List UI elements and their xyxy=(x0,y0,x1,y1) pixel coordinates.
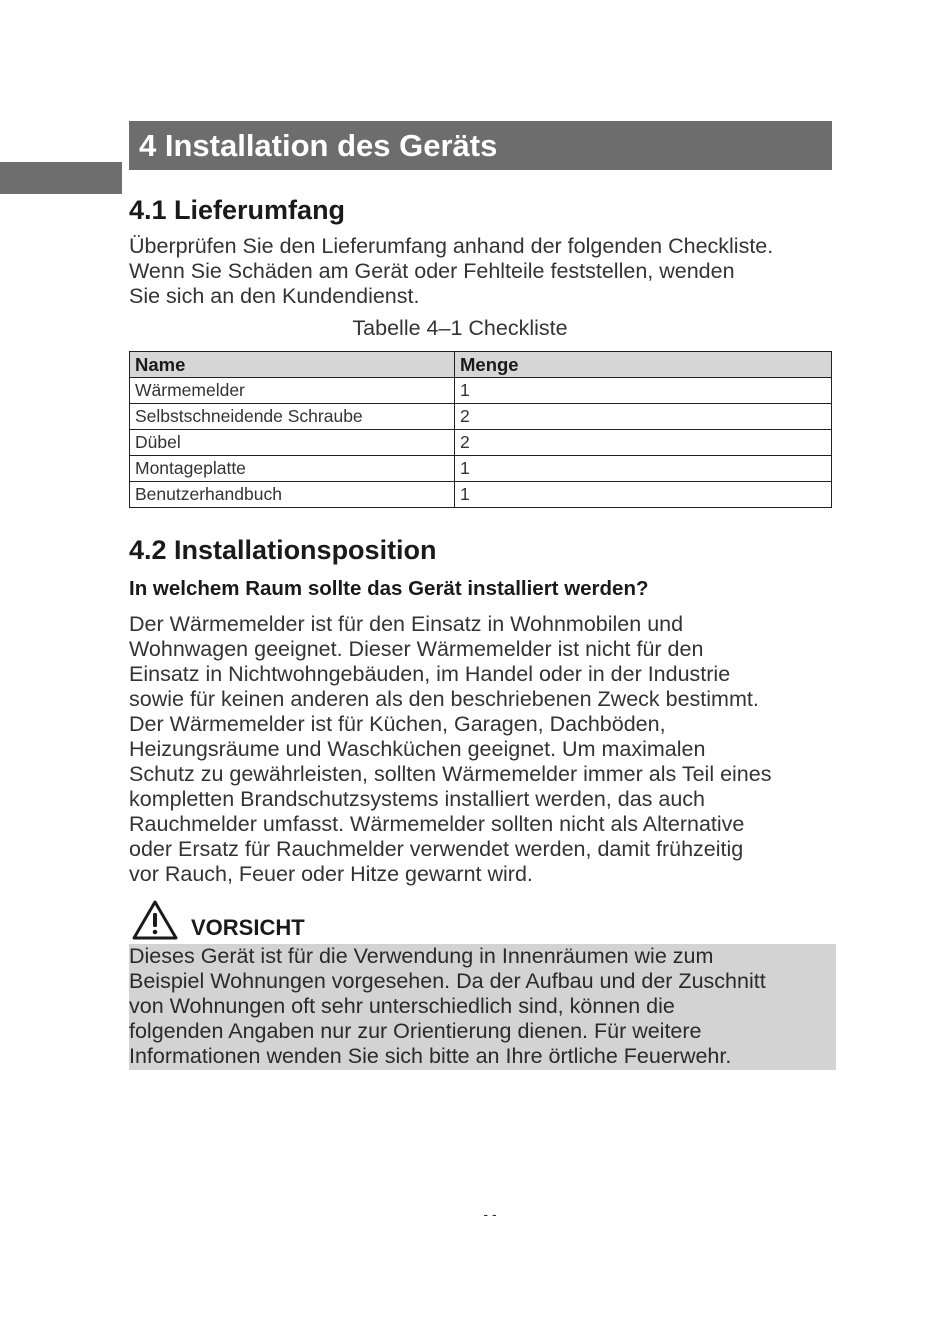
section-1-paragraph xyxy=(129,234,773,309)
paragraph-line: kompletten Brandschutzsystems installiert werden, das auch xyxy=(129,787,705,811)
warning-triangle-icon xyxy=(131,899,179,941)
paragraph-line: Überprüfen Sie den Lieferumfang anhand der folgenden Checkliste. xyxy=(129,234,774,258)
section-2-paragraph xyxy=(129,612,771,887)
table-cell-name: Selbstschneidende Schraube xyxy=(130,404,455,430)
caution-box xyxy=(129,944,836,1070)
paragraph-line: Schutz zu gewährleisten, sollten Wärmemelder immer als Teil eines xyxy=(129,762,772,786)
paragraph-line: Der Wärmemelder ist für Küchen, Garagen, Dachböden, xyxy=(129,712,666,736)
checklist-table xyxy=(129,351,832,508)
paragraph-line: Wohnwagen geeignet. Dieser Wärmemelder ist nicht für den xyxy=(129,637,704,661)
table-caption: Tabelle 4–1 Checkliste xyxy=(352,316,568,340)
section-heading-installationsposition: 4.2 Installationsposition xyxy=(129,535,437,565)
table-row xyxy=(130,404,832,430)
column-header-name: Name xyxy=(130,352,455,378)
table-cell-name: Montageplatte xyxy=(130,456,455,482)
section-heading-lieferumfang: 4.1 Lieferumfang xyxy=(129,195,346,225)
section-subheading: In welchem Raum sollte das Gerät installiert werden? xyxy=(129,577,649,600)
chapter-side-tab xyxy=(0,162,122,194)
caution-line: von Wohnungen oft sehr unterschiedlich sind, können die xyxy=(129,994,675,1018)
caution-label: VORSICHT xyxy=(191,915,305,940)
paragraph-line: Heizungsräume und Waschküchen geeignet. Um maximalen xyxy=(129,737,706,761)
table-cell-name: Wärmemelder xyxy=(130,378,455,404)
table-cell-menge: 1 xyxy=(455,456,832,482)
table-cell-menge: 1 xyxy=(455,378,832,404)
paragraph-line: Rauchmelder umfasst. Wärmemelder sollten nicht als Alternative xyxy=(129,812,745,836)
caution-line: Informationen wenden Sie sich bitte an Ihre örtliche Feuerwehr. xyxy=(129,1044,732,1068)
table-row xyxy=(130,456,832,482)
paragraph-line: Einsatz in Nichtwohngebäuden, im Handel oder in der Industrie xyxy=(129,662,731,686)
page-number: - - xyxy=(483,1206,497,1222)
column-header-menge: Menge xyxy=(455,352,832,378)
caution-heading xyxy=(131,899,305,941)
table-row xyxy=(130,430,832,456)
paragraph-line: Sie sich an den Kundendienst. xyxy=(129,284,420,308)
table-cell-name: Benutzerhandbuch xyxy=(130,482,455,508)
paragraph-line: vor Rauch, Feuer oder Hitze gewarnt wird. xyxy=(129,862,533,886)
paragraph-line: Der Wärmemelder ist für den Einsatz in Wohnmobilen und xyxy=(129,612,684,636)
chapter-title: 4 Installation des Geräts xyxy=(129,121,832,170)
caution-line: Dieses Gerät ist für die Verwendung in Innenräumen wie zum xyxy=(129,944,714,968)
paragraph-line: oder Ersatz für Rauchmelder verwendet werden, damit frühzeitig xyxy=(129,837,744,861)
table-row xyxy=(130,378,832,404)
caution-line: folgenden Angaben nur zur Orientierung dienen. Für weitere xyxy=(129,1019,702,1043)
paragraph-line: Wenn Sie Schäden am Gerät oder Fehlteile feststellen, wenden xyxy=(129,259,735,283)
table-cell-name: Dübel xyxy=(130,430,455,456)
paragraph-line: sowie für keinen anderen als den beschriebenen Zweck bestimmt. xyxy=(129,687,759,711)
table-row xyxy=(130,482,832,508)
table-cell-menge: 2 xyxy=(455,404,832,430)
caution-line: Beispiel Wohnungen vorgesehen. Da der Aufbau und der Zuschnitt xyxy=(129,969,766,993)
table-cell-menge: 2 xyxy=(455,430,832,456)
table-header-row xyxy=(130,352,832,378)
table-cell-menge: 1 xyxy=(455,482,832,508)
